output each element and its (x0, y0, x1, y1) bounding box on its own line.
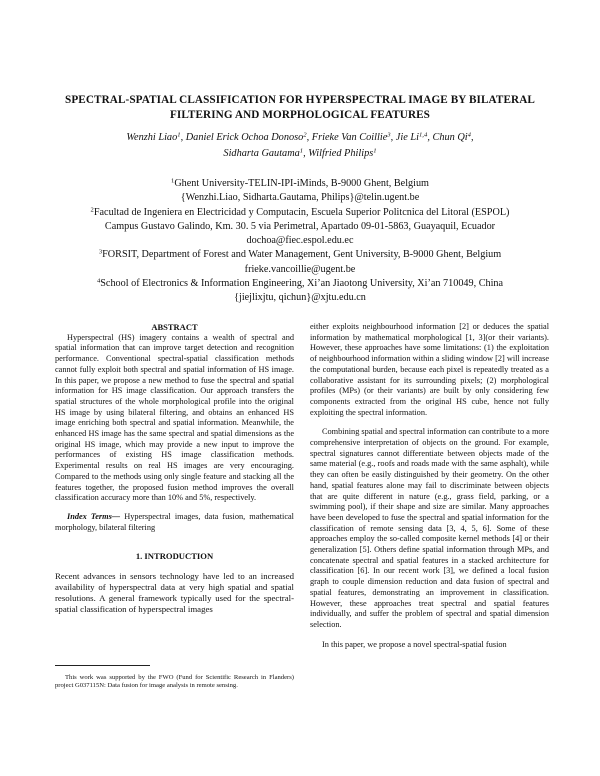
author-line-1 (40, 130, 560, 146)
affiliations (30, 177, 570, 306)
author-separator: , (306, 132, 312, 143)
author-line-2 (40, 146, 560, 162)
affiliation-line (30, 291, 570, 305)
affiliation-line (30, 234, 570, 248)
affiliation-line (30, 177, 570, 191)
title-line-1: SPECTRAL-SPATIAL CLASSIFICATION FOR HYPERSPECTRAL IMAGE BY BILATERAL (65, 94, 535, 106)
affiliation-email: frieke.vancoillie@ugent.be (244, 263, 356, 275)
author-separator: , (471, 132, 474, 143)
index-terms-label: Index Terms— (67, 511, 121, 521)
author-affil-mark: 2 (303, 131, 307, 139)
section-heading-introduction: 1. INTRODUCTION (135, 551, 214, 562)
author-name: Sidharta Gautama (223, 147, 300, 159)
author-affil-mark: 1,4 (418, 131, 428, 139)
intro-text: Recent advances in sensors technology have led to an increased availability of hyperspectral data at very high spatial and spatial resolutions. A general framework typically used for the spectral-spatial classification of hyperspectral images (55, 571, 294, 615)
footnote-rule (55, 665, 150, 666)
index-terms (55, 512, 294, 533)
affiliation-email: {Wenzhi.Liao, Sidharta.Gautama, Philips}@telin.ugent.be (180, 192, 420, 204)
author-affil-mark: 4 (467, 131, 471, 139)
affiliation-email: dochoa@fiec.espol.edu.ec (246, 235, 354, 247)
affiliation-email: {jiejlixjtu, qichun}@xjtu.edu.cn (234, 292, 366, 304)
left-column (55, 322, 294, 615)
author-affil-mark: 3 (387, 131, 391, 139)
title-line-2: FILTERING AND MORPHOLOGICAL FEATURES (169, 109, 431, 121)
affiliation-text: Campus Gustavo Galindo, Km. 30. 5 via Perimetral, Apartado 09-01-5863, Guayaquil, Ecuador (104, 220, 496, 232)
author-list (40, 130, 560, 161)
abstract-heading: ABSTRACT (151, 322, 198, 332)
affiliation-text: School of Electronics & Information Engineering, Xi’an Jiaotong University, Xi’an 710049, China (100, 278, 504, 290)
body-paragraph: In this paper, we propose a novel spectral-spatial fusion (322, 639, 507, 649)
author-affil-mark: 1 (299, 147, 304, 155)
index-terms-text: Hyperspectral images, data fusion, mathematical morphology, bilateral filtering (55, 511, 294, 532)
right-column (310, 322, 549, 650)
author-affil-mark: 1 (177, 131, 181, 139)
affiliation-line (30, 248, 570, 262)
affiliation-mark: 2 (90, 206, 94, 214)
body-paragraph: Combining spatial and spectral information can contribute to a more comprehensive interpretation of objects on the ground. For example, spectral signatures cannot differentiate between objects made of the same material (e.g., roofs and roads made with the same asphalt), while they can often be easily distinguished by their geometry. On the other hand, spatial features alone may fail to discriminate between objects that are quite different in nature (e.g., grass field, parking, or a swimming pool), if their shape and size are similar. Many approaches have been developed to fuse the spectral and spatial information for the classification of remote sensing data [3, 4, 5, 6]. Some of these approaches employ the so-called composite kernel methods [4] or their generalization [5]. Others define spatial information through MPs, and concatenate spectral and spatial features in a stacked architecture for classification [6]. In our recent work [3], we defined a local fusion graph to couple dimension reduction and data fusion of spectral and spatial features, demonstrating an improvement in classification. However, these approaches treat spectral and spatial features individually, and suffer the problem of spectral and spatial dimension selection. (310, 427, 549, 629)
affiliation-line (30, 263, 570, 277)
author-separator: , (390, 132, 396, 143)
author-separator: , (303, 147, 309, 159)
body-paragraph: either exploits neighbourhood information [2] or deduces the spatial information by mathematical morphological [1, 3](or their variants). However, these approaches have some limitations: (1) the exploitation of neighbourhood information within a sliding window [2] will increase the computational burden, because each pixel is repeatedly treated as a collaborative assistant for its surrounding pixels; (2) morphological profiles (MPs) (or their variants) are built by only considering few components extracted from the original HS cube, hence not fully exploiting the spectral information. (310, 322, 549, 417)
affiliation-line (30, 220, 570, 234)
affiliation-mark: 3 (98, 249, 103, 257)
affiliation-mark: 1 (171, 177, 175, 185)
affiliation-text: FORSIT, Department of Forest and Water Management, Gent University, B-9000 Ghent, Belgium (102, 249, 502, 261)
affiliation-text: Ghent University-TELIN-IPI-iMinds, B-9000 Ghent, Belgium (174, 178, 429, 189)
author-name: Jie Li (395, 132, 419, 143)
author-separator: , (180, 132, 186, 143)
affiliation-line (30, 277, 570, 291)
author-name: Chun Qi (432, 132, 468, 143)
paper-title (40, 93, 560, 123)
affiliation-line (30, 206, 570, 220)
footnote-text: This work was supported by the FWO (Fund for Scientific Research in Flanders) project G037115N: Data fusion for image analysis in remote sensing. (55, 674, 294, 690)
author-affil-mark: 1 (373, 147, 377, 155)
author-name: Frieke Van Coillie (311, 132, 388, 143)
affiliation-mark: 4 (96, 277, 101, 285)
author-name: Wenzhi Liao (126, 132, 178, 143)
abstract-text: Hyperspectral (HS) imagery contains a wealth of spectral and spatial information that can improve target detection and recognition performance. Conventional spectral-spatial classification methods cannot fully exploit both spectral and spatial information of HS image. In this paper, we propose a new method to fuse the spectral and spatial information for HS image classification. Our approach transfers the spatial structures of the whole morphological profile into the original HS image by using bilateral filtering, and obtains an enhanced HS image enriching both spectral and spatial information. Meanwhile, the enhanced HS image has the same spectral and spatial dimensions as the original HS image, which may provide a new input to improve the performances of existing HS image classification methods. Experimental results on real HS images are very encouraging. Compared to the methods using only single feature and stacking all the features together, the proposed fusion method improves the overall classification accuracy more than 10% and 5%, respectively. (55, 332, 294, 503)
affiliation-text: Facultad de Ingeniera en Electricidad y Computacin, Escuela Superior Politcnica del Litoral (ESPOL) (93, 206, 510, 218)
affiliation-line (30, 191, 570, 205)
author-name: Daniel Erick Ochoa Donoso (185, 132, 304, 143)
author-name: Wilfried Philips (308, 147, 374, 159)
footnote (55, 665, 294, 691)
author-separator: , (427, 132, 433, 143)
